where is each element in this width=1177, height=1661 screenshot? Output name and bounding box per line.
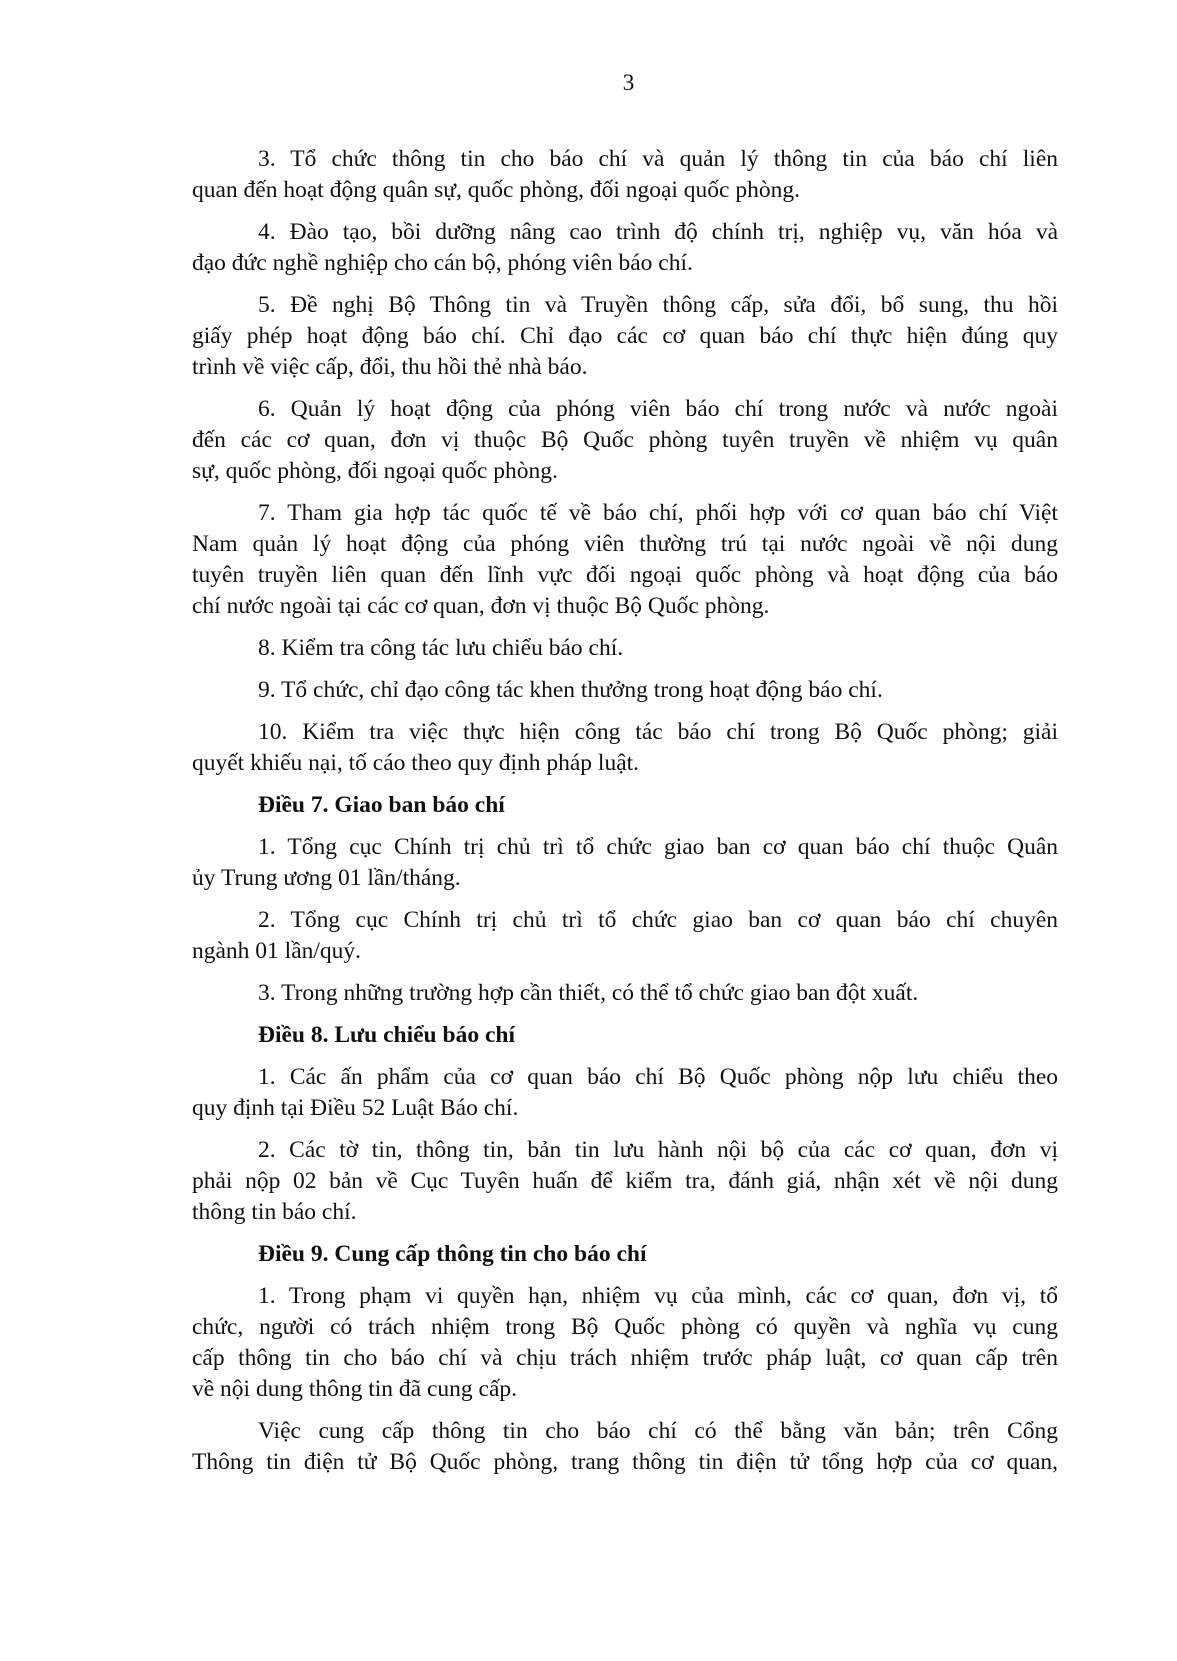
paragraph xyxy=(192,978,1058,1009)
text-line: 5. Đề nghị Bộ Thông tin và Truyền thông cấp, sửa đổi, bổ sung, thu hồi xyxy=(258,292,1058,318)
text-line: cấp thông tin cho báo chí và chịu trách nhiệm trước pháp luật, cơ quan cấp trên xyxy=(192,1345,1058,1371)
page-number: 3 xyxy=(622,70,635,96)
paragraph xyxy=(192,633,1058,664)
text-line: quyết khiếu nại, tố cáo theo quy định pháp luật. xyxy=(192,750,640,776)
text-line: 10. Kiểm tra việc thực hiện công tác báo chí trong Bộ Quốc phòng; giải xyxy=(258,719,1058,745)
paragraph xyxy=(192,832,1058,894)
text-line: Nam quản lý hoạt động của phóng viên thường trú tại nước ngoài về nội dung xyxy=(192,531,1058,557)
text-line: Thông tin điện tử Bộ Quốc phòng, trang thông tin điện tử tổng hợp của cơ quan, xyxy=(192,1449,1058,1475)
text-line: ủy Trung ương 01 lần/tháng. xyxy=(192,865,461,891)
text-line: quy định tại Điều 52 Luật Báo chí. xyxy=(192,1095,519,1121)
text-line: về nội dung thông tin đã cung cấp. xyxy=(192,1376,518,1402)
text-line: 6. Quản lý hoạt động của phóng viên báo chí trong nước và nước ngoài xyxy=(258,396,1058,422)
paragraph xyxy=(192,1281,1058,1405)
text-line: 3. Tổ chức thông tin cho báo chí và quản lý thông tin của báo chí liên xyxy=(258,146,1058,172)
text-line: đến các cơ quan, đơn vị thuộc Bộ Quốc phòng tuyên truyền về nhiệm vụ quân xyxy=(192,427,1058,453)
paragraph xyxy=(192,1135,1058,1228)
paragraph xyxy=(192,144,1058,206)
text-line: 2. Tổng cục Chính trị chủ trì tổ chức giao ban cơ quan báo chí chuyên xyxy=(258,907,1058,933)
article-heading xyxy=(192,790,1058,821)
text-line: trình về việc cấp, đổi, thu hồi thẻ nhà báo. xyxy=(192,354,588,380)
text-line: tuyên truyền liên quan đến lĩnh vực đối ngoại quốc phòng và hoạt động của báo xyxy=(192,562,1058,588)
text-line: 8. Kiểm tra công tác lưu chiểu báo chí. xyxy=(258,635,624,661)
document-body xyxy=(192,144,1058,1489)
text-line: 9. Tổ chức, chỉ đạo công tác khen thưởng trong hoạt động báo chí. xyxy=(258,677,883,703)
text-line: 1. Tổng cục Chính trị chủ trì tổ chức giao ban cơ quan báo chí thuộc Quân xyxy=(258,834,1058,860)
text-line: 2. Các tờ tin, thông tin, bản tin lưu hành nội bộ của các cơ quan, đơn vị xyxy=(258,1137,1058,1163)
article-heading xyxy=(192,1239,1058,1270)
text-line: Điều 7. Giao ban báo chí xyxy=(258,792,505,818)
text-line: giấy phép hoạt động báo chí. Chỉ đạo các cơ quan báo chí thực hiện đúng quy xyxy=(192,323,1058,349)
text-line: 7. Tham gia hợp tác quốc tế về báo chí, phối hợp với cơ quan báo chí Việt xyxy=(258,500,1058,526)
text-line: chức, người có trách nhiệm trong Bộ Quốc phòng có quyền và nghĩa vụ cung xyxy=(192,1314,1058,1340)
text-line: 3. Trong những trường hợp cần thiết, có thể tổ chức giao ban đột xuất. xyxy=(258,980,919,1006)
text-line: chí nước ngoài tại các cơ quan, đơn vị thuộc Bộ Quốc phòng. xyxy=(192,593,770,619)
text-line: ngành 01 lần/quý. xyxy=(192,938,362,964)
text-line: 4. Đào tạo, bồi dưỡng nâng cao trình độ chính trị, nghiệp vụ, văn hóa và xyxy=(258,219,1058,245)
paragraph xyxy=(192,498,1058,622)
text-line: Điều 9. Cung cấp thông tin cho báo chí xyxy=(258,1241,647,1267)
paragraph xyxy=(192,290,1058,383)
text-line: phải nộp 02 bản về Cục Tuyên huấn để kiểm tra, đánh giá, nhận xét về nội dung xyxy=(192,1168,1058,1194)
paragraph xyxy=(192,717,1058,779)
text-line: đạo đức nghề nghiệp cho cán bộ, phóng viên báo chí. xyxy=(192,250,693,276)
paragraph xyxy=(192,217,1058,279)
text-line: 1. Các ấn phẩm của cơ quan báo chí Bộ Quốc phòng nộp lưu chiểu theo xyxy=(258,1064,1058,1090)
text-line: Việc cung cấp thông tin cho báo chí có thể bằng văn bản; trên Cổng xyxy=(258,1418,1058,1444)
text-line: thông tin báo chí. xyxy=(192,1199,357,1225)
text-line: 1. Trong phạm vi quyền hạn, nhiệm vụ của mình, các cơ quan, đơn vị, tổ xyxy=(258,1283,1058,1309)
text-line: sự, quốc phòng, đối ngoại quốc phòng. xyxy=(192,458,558,484)
text-line: quan đến hoạt động quân sự, quốc phòng, đối ngoại quốc phòng. xyxy=(192,177,800,203)
text-line: Điều 8. Lưu chiểu báo chí xyxy=(258,1022,515,1048)
paragraph xyxy=(192,1416,1058,1478)
paragraph xyxy=(192,394,1058,487)
paragraph xyxy=(192,1062,1058,1124)
paragraph xyxy=(192,905,1058,967)
article-heading xyxy=(192,1020,1058,1051)
paragraph xyxy=(192,675,1058,706)
